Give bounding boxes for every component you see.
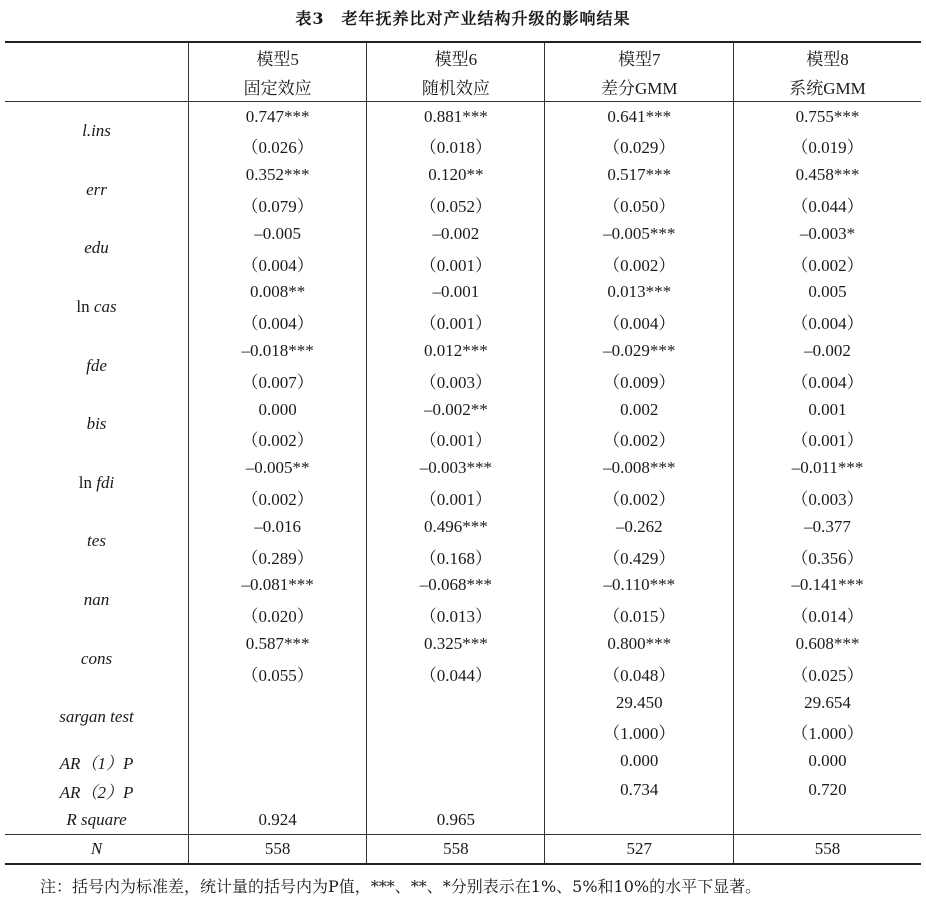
se-cell: （0.289） bbox=[189, 541, 367, 570]
coef-cell: –0.002 bbox=[734, 336, 921, 365]
table-row bbox=[5, 805, 921, 835]
table-note: 注：括号内为标准差，统计量的括号内为P值，***、**、*分别表示在1%、5%和10%的水平下显著。 bbox=[40, 877, 762, 896]
coef-cell: 0.496*** bbox=[367, 512, 545, 541]
header-method: 随机效应 bbox=[367, 72, 545, 102]
coef-cell: –0.016 bbox=[189, 512, 367, 541]
variable-name bbox=[5, 512, 189, 571]
table-row bbox=[5, 776, 921, 805]
value-cell bbox=[367, 747, 545, 776]
variable-name bbox=[5, 835, 189, 865]
regression-table bbox=[5, 41, 921, 865]
value-cell bbox=[367, 776, 545, 805]
coef-cell: –0.141*** bbox=[734, 571, 921, 600]
value-cell: 0.000 bbox=[734, 747, 921, 776]
variable-name bbox=[5, 336, 189, 395]
table-row bbox=[5, 512, 921, 541]
se-cell: （0.001） bbox=[367, 483, 545, 512]
value-cell: 558 bbox=[367, 835, 545, 865]
table-row bbox=[5, 571, 921, 600]
variable-label: AR（2）P bbox=[59, 782, 134, 802]
coef-cell: 0.012*** bbox=[367, 336, 545, 365]
se-cell: （0.002） bbox=[545, 424, 734, 453]
coef-cell: –0.262 bbox=[545, 512, 734, 541]
se-cell: （1.000） bbox=[545, 717, 734, 746]
coef-cell bbox=[189, 688, 367, 717]
value-cell bbox=[189, 776, 367, 805]
header-model: 模型6 bbox=[367, 42, 545, 72]
coef-cell: 0.001 bbox=[734, 395, 921, 424]
variable-prefix: ln bbox=[78, 472, 97, 492]
se-cell: （0.044） bbox=[734, 190, 921, 219]
variable-prefix: ln bbox=[76, 297, 94, 317]
coef-cell: –0.110*** bbox=[545, 571, 734, 600]
coef-cell: –0.081*** bbox=[189, 571, 367, 600]
value-cell bbox=[545, 805, 734, 835]
se-cell: （0.004） bbox=[189, 248, 367, 277]
table-row bbox=[5, 336, 921, 365]
se-cell: （0.429） bbox=[545, 541, 734, 570]
variable-label: l.ins bbox=[82, 121, 111, 141]
se-cell: （0.015） bbox=[545, 600, 734, 629]
coef-cell: –0.029*** bbox=[545, 336, 734, 365]
coef-cell: 0.881*** bbox=[367, 102, 545, 132]
se-cell: （0.001） bbox=[367, 248, 545, 277]
se-cell: （0.356） bbox=[734, 541, 921, 570]
header-method: 固定效应 bbox=[189, 72, 367, 102]
coef-cell: 0.517*** bbox=[545, 161, 734, 190]
coef-cell: 0.352*** bbox=[189, 161, 367, 190]
value-cell bbox=[189, 747, 367, 776]
coef-cell: 0.458*** bbox=[734, 161, 921, 190]
coef-cell: 0.002 bbox=[545, 395, 734, 424]
se-cell: （0.004） bbox=[545, 307, 734, 336]
coef-cell: 0.587*** bbox=[189, 629, 367, 658]
value-cell: 558 bbox=[734, 835, 921, 865]
header-model: 模型7 bbox=[545, 42, 734, 72]
coef-cell: –0.377 bbox=[734, 512, 921, 541]
se-cell: （0.009） bbox=[545, 366, 734, 395]
value-cell bbox=[734, 805, 921, 835]
se-cell: （0.002） bbox=[545, 248, 734, 277]
se-cell: （0.001） bbox=[734, 424, 921, 453]
se-cell: （0.055） bbox=[189, 659, 367, 688]
variable-label: fdi bbox=[96, 472, 115, 492]
variable-label: tes bbox=[87, 531, 106, 551]
coef-cell: –0.003*** bbox=[367, 454, 545, 483]
se-cell: （0.019） bbox=[734, 131, 921, 160]
header-method: 差分GMM bbox=[545, 72, 734, 102]
variable-name bbox=[5, 571, 189, 630]
se-cell: （0.168） bbox=[367, 541, 545, 570]
se-cell: （0.044） bbox=[367, 659, 545, 688]
variable-label: N bbox=[90, 839, 103, 859]
variable-name bbox=[5, 688, 189, 747]
variable-name bbox=[5, 278, 189, 337]
value-cell: 0.734 bbox=[545, 776, 734, 805]
se-cell: （0.004） bbox=[734, 366, 921, 395]
variable-name bbox=[5, 747, 189, 776]
table-row bbox=[5, 219, 921, 248]
coef-cell: –0.068*** bbox=[367, 571, 545, 600]
coef-cell: 0.120** bbox=[367, 161, 545, 190]
header-method: 系统GMM bbox=[734, 72, 921, 102]
coef-cell: –0.011*** bbox=[734, 454, 921, 483]
se-cell: （1.000） bbox=[734, 717, 921, 746]
variable-label: cons bbox=[80, 648, 113, 668]
value-cell: 0.000 bbox=[545, 747, 734, 776]
coef-cell: 0.005 bbox=[734, 278, 921, 307]
coef-cell: –0.002** bbox=[367, 395, 545, 424]
table-row bbox=[5, 395, 921, 424]
variable-label: AR（1）P bbox=[59, 753, 134, 773]
se-cell: （0.004） bbox=[189, 307, 367, 336]
se-cell: （0.001） bbox=[367, 424, 545, 453]
variable-label: sargan test bbox=[59, 707, 134, 727]
se-cell: （0.013） bbox=[367, 600, 545, 629]
se-cell: （0.014） bbox=[734, 600, 921, 629]
se-cell: （0.002） bbox=[189, 483, 367, 512]
variable-label: err bbox=[86, 179, 107, 199]
se-cell: （0.020） bbox=[189, 600, 367, 629]
variable-name bbox=[5, 805, 189, 835]
coef-cell: 0.008** bbox=[189, 278, 367, 307]
coef-cell: –0.001 bbox=[367, 278, 545, 307]
se-cell: （0.048） bbox=[545, 659, 734, 688]
coef-cell: 0.800*** bbox=[545, 629, 734, 658]
coef-cell: –0.005*** bbox=[545, 219, 734, 248]
coef-cell: 0.641*** bbox=[545, 102, 734, 132]
table-row bbox=[5, 747, 921, 776]
variable-name bbox=[5, 219, 189, 278]
coef-cell: –0.005 bbox=[189, 219, 367, 248]
value-cell: 0.924 bbox=[189, 805, 367, 835]
coef-cell: –0.008*** bbox=[545, 454, 734, 483]
coef-cell: –0.005** bbox=[189, 454, 367, 483]
coef-cell: 0.608*** bbox=[734, 629, 921, 658]
variable-name bbox=[5, 454, 189, 513]
coef-cell: –0.018*** bbox=[189, 336, 367, 365]
se-cell: （0.018） bbox=[367, 131, 545, 160]
header-model: 模型8 bbox=[734, 42, 921, 72]
coef-cell: 0.000 bbox=[189, 395, 367, 424]
variable-label: R square bbox=[66, 809, 127, 829]
se-cell: （0.007） bbox=[189, 366, 367, 395]
coef-cell: –0.003* bbox=[734, 219, 921, 248]
se-cell: （0.052） bbox=[367, 190, 545, 219]
se-cell: （0.003） bbox=[367, 366, 545, 395]
table-row bbox=[5, 161, 921, 190]
variable-name bbox=[5, 161, 189, 220]
coef-cell: 0.747*** bbox=[189, 102, 367, 132]
coef-cell: –0.002 bbox=[367, 219, 545, 248]
variable-label: nan bbox=[83, 590, 110, 610]
value-cell: 558 bbox=[189, 835, 367, 865]
se-cell: （0.025） bbox=[734, 659, 921, 688]
se-cell: （0.004） bbox=[734, 307, 921, 336]
table-row bbox=[5, 102, 921, 132]
coef-cell: 29.654 bbox=[734, 688, 921, 717]
table-body bbox=[5, 102, 921, 865]
table-row bbox=[5, 688, 921, 717]
se-cell bbox=[367, 717, 545, 746]
variable-label: bis bbox=[86, 414, 107, 434]
variable-label: fde bbox=[86, 355, 107, 375]
coef-cell: 0.755*** bbox=[734, 102, 921, 132]
se-cell: （0.026） bbox=[189, 131, 367, 160]
value-cell: 0.720 bbox=[734, 776, 921, 805]
variable-name bbox=[5, 395, 189, 454]
se-cell: （0.029） bbox=[545, 131, 734, 160]
table-caption: 表3 老年抚养比对产业结构升级的影响结果 bbox=[295, 9, 631, 28]
se-cell: （0.002） bbox=[189, 424, 367, 453]
variable-label: cas bbox=[93, 297, 117, 317]
coef-cell bbox=[367, 688, 545, 717]
variable-name bbox=[5, 629, 189, 688]
value-cell: 0.965 bbox=[367, 805, 545, 835]
variable-name bbox=[5, 102, 189, 161]
header-stub bbox=[5, 42, 189, 102]
table-row bbox=[5, 454, 921, 483]
table-row bbox=[5, 278, 921, 307]
coef-cell: 0.325*** bbox=[367, 629, 545, 658]
coef-cell: 0.013*** bbox=[545, 278, 734, 307]
se-cell bbox=[189, 717, 367, 746]
se-cell: （0.050） bbox=[545, 190, 734, 219]
table-row bbox=[5, 629, 921, 658]
se-cell: （0.079） bbox=[189, 190, 367, 219]
variable-name bbox=[5, 776, 189, 805]
se-cell: （0.002） bbox=[545, 483, 734, 512]
observations-row bbox=[5, 835, 921, 865]
header-model: 模型5 bbox=[189, 42, 367, 72]
variable-label: edu bbox=[84, 238, 109, 258]
coef-cell: 29.450 bbox=[545, 688, 734, 717]
se-cell: （0.003） bbox=[734, 483, 921, 512]
se-cell: （0.001） bbox=[367, 307, 545, 336]
value-cell: 527 bbox=[545, 835, 734, 865]
se-cell: （0.002） bbox=[734, 248, 921, 277]
